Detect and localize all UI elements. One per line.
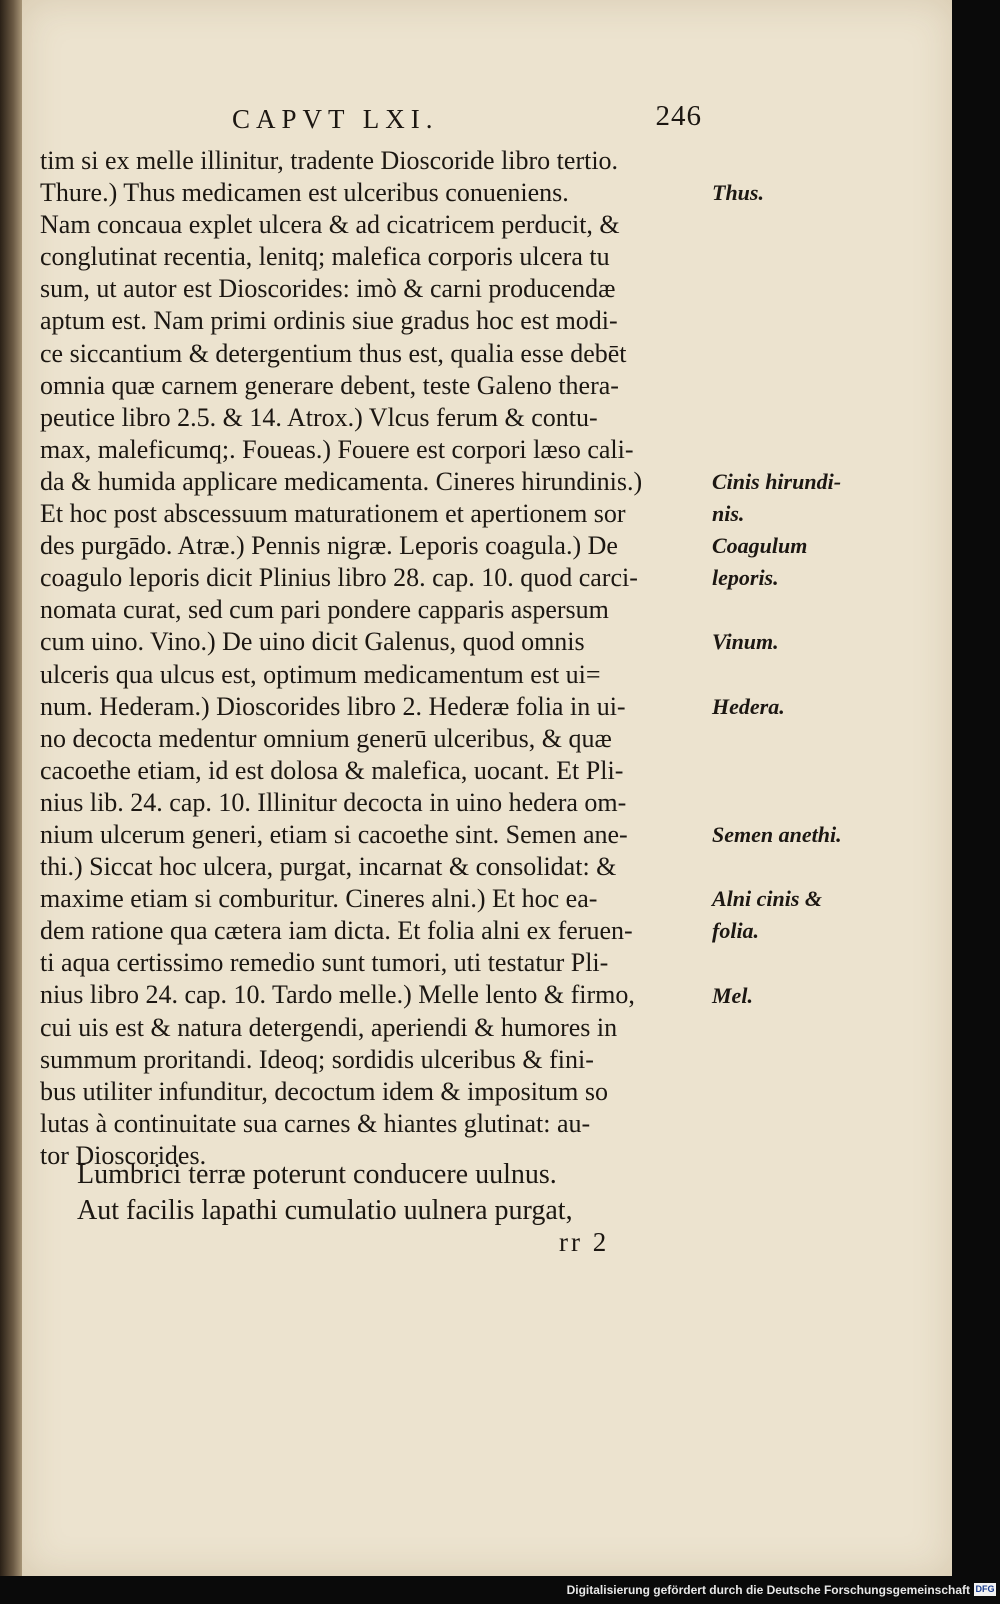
- text-line: des purgādo. Atræ.) Pennis nigræ. Leporis coagula.) De: [40, 531, 618, 561]
- text-line: ti aqua certissimo remedio sunt tumori, uti testatur Pli-: [40, 948, 609, 978]
- margin-note: Thus.: [712, 180, 764, 205]
- text-line: lutas à continuitate sua carnes & hiantes glutinat: au-: [40, 1108, 591, 1138]
- text-line: sum, ut autor est Dioscorides: imò & carni producendæ: [40, 274, 616, 304]
- text-line: conglutinat recentia, lenitq; malefica corporis ulcera tu: [40, 242, 610, 272]
- verse-line: Lumbrici terræ poterunt conducere uulnus.: [77, 1159, 557, 1190]
- text-line: Thure.) Thus medicamen est ulceribus conueniens.: [40, 178, 569, 208]
- margin-note: Coagulum: [712, 533, 808, 558]
- text-line: cum uino. Vino.) De uino dicit Galenus, quod omnis: [40, 627, 585, 657]
- dfg-logo: DFG: [975, 1584, 995, 1594]
- text-line: no decocta medentur omnium generū ulceribus, & quæ: [40, 723, 612, 753]
- binding-edge: [0, 0, 22, 1576]
- text-line: nius libro 24. cap. 10. Tardo melle.) Melle lento & firmo,: [40, 980, 635, 1010]
- text-line: cacoethe etiam, id est dolosa & malefica, uocant. Et Pli-: [40, 755, 624, 785]
- margin-note: Cinis hirundi-: [712, 469, 842, 494]
- text-line: thi.) Siccat hoc ulcera, purgat, incarnat & consolidat: &: [40, 852, 617, 882]
- margin-note: nis.: [712, 501, 745, 526]
- main-text-block: [40, 145, 700, 1172]
- text-line: Nam concaua explet ulcera & ad cicatricem perducit, &: [40, 210, 620, 240]
- text-line: da & humida applicare medicamenta. Cineres hirundinis.): [40, 466, 643, 496]
- text-line: ulceris qua ulcus est, optimum medicamentum est ui=: [40, 659, 601, 689]
- text-line: peutice libro 2.5. & 14. Atrox.) Vlcus ferum & contu-: [40, 402, 598, 432]
- text-line: omnia quæ carnem generare debent, teste Galeno thera-: [40, 370, 619, 400]
- text-line: nomata curat, sed cum pari pondere capparis aspersum: [40, 595, 609, 625]
- text-line: aptum est. Nam primi ordinis siue gradus hoc est modi-: [40, 306, 618, 336]
- margin-note: leporis.: [712, 565, 779, 590]
- text-line: nius lib. 24. cap. 10. Illinitur decocta in uino hedera om-: [40, 787, 627, 817]
- chapter-heading: CAPVT LXI.: [232, 104, 439, 134]
- text-line: summum proritandi. Ideoq; sordidis ulceribus & fini-: [40, 1044, 594, 1074]
- text-line: ce siccantium & detergentium thus est, qualia esse debēt: [40, 338, 627, 368]
- text-line: num. Hederam.) Dioscorides libro 2. Hederæ folia in ui-: [40, 691, 626, 721]
- text-line: nium ulcerum generi, etiam si cacoethe sint. Semen ane-: [40, 819, 628, 849]
- margin-note: folia.: [712, 918, 760, 943]
- book-page: [22, 0, 952, 1576]
- margin-note: Mel.: [712, 983, 753, 1008]
- text-line: tor Dioscorides.: [40, 1140, 207, 1170]
- text-line: tim si ex melle illinitur, tradente Dioscoride libro tertio.: [40, 146, 619, 175]
- text-line: Et hoc post abscessuum maturationem et apertionem sor: [40, 499, 626, 529]
- text-line: dem ratione qua cætera iam dicta. Et folia alni ex feruen-: [40, 916, 633, 946]
- verse-block: [77, 1157, 573, 1229]
- text-line: max, maleficumq;. Foueas.) Fouere est corpori læso cali-: [40, 434, 634, 464]
- margin-note: Alni cinis &: [712, 886, 823, 911]
- credit-text: Digitalisierung gefördert durch die Deutsche Forschungsgemeinschaft: [566, 1583, 970, 1597]
- page-number: 246: [655, 100, 702, 132]
- margin-note: Semen anethi.: [712, 822, 842, 847]
- text-line: coagulo leporis dicit Plinius libro 28. cap. 10. quod carci-: [40, 563, 638, 593]
- digitization-credit-bar: [0, 1580, 1000, 1604]
- text-line: maxime etiam si comburitur. Cineres alni.) Et hoc ea-: [40, 884, 598, 914]
- text-line: bus utiliter infunditur, decoctum idem & impositum so: [40, 1076, 609, 1106]
- text-line: cui uis est & natura detergendi, aperiendi & humores in: [40, 1012, 618, 1042]
- signature-mark: rr 2: [559, 1227, 610, 1257]
- verse-line: Aut facilis lapathi cumulatio uulnera purgat,: [77, 1195, 573, 1226]
- margin-note: Hedera.: [712, 694, 785, 719]
- margin-note: Vinum.: [712, 629, 779, 654]
